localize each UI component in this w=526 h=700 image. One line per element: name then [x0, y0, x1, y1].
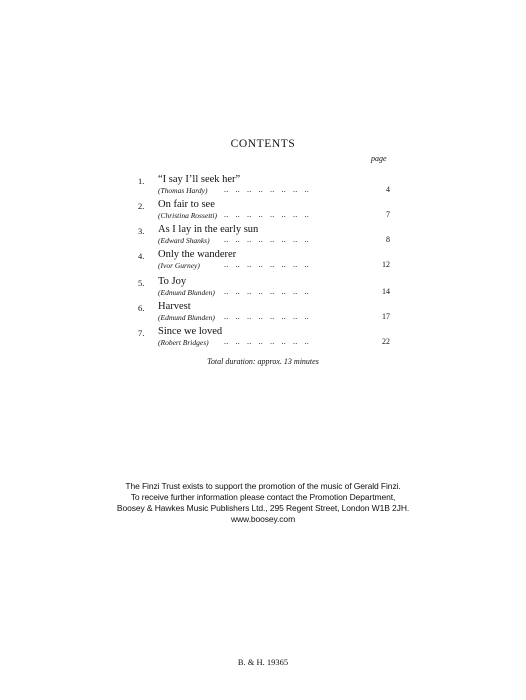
- entry-author: (Edward Shanks): [158, 236, 210, 245]
- contents-entry: [138, 301, 390, 325]
- entry-number: 1.: [138, 176, 145, 186]
- total-duration: Total duration: approx. 13 minutes: [207, 357, 319, 366]
- entry-number: 4.: [138, 251, 145, 261]
- entry-page: 17: [382, 312, 390, 321]
- notice-line: The Finzi Trust exists to support the promotion of the music of Gerald Finzi.: [125, 481, 401, 491]
- entry-title: Harvest: [158, 301, 191, 312]
- entry-title: Since we loved: [158, 326, 223, 337]
- entry-number: 7.: [138, 328, 145, 338]
- dot-leader: .. .. .. .. .. .. .. ..: [224, 312, 310, 321]
- entry-title: Only the wanderer: [158, 249, 237, 260]
- entry-author: (Christina Rossetti): [158, 211, 217, 220]
- dot-leader: .. .. .. .. .. .. .. ..: [224, 337, 310, 346]
- entry-number: 2.: [138, 201, 145, 211]
- dot-leader: .. .. .. .. .. .. .. ..: [224, 210, 310, 219]
- entry-number: 3.: [138, 226, 145, 236]
- notice-url: www.boosey.com: [230, 514, 296, 524]
- contents-entry: [138, 326, 390, 350]
- publisher-code: B. & H. 19365: [237, 657, 289, 667]
- notice-line: Boosey & Hawkes Music Publishers Ltd., 295 Regent Street, London W1B 2JH.: [116, 503, 410, 513]
- entry-author: (Robert Bridges): [158, 338, 209, 347]
- entry-page: 7: [386, 210, 390, 219]
- contents-entry: [138, 199, 390, 223]
- dot-leader: .. .. .. .. .. .. .. ..: [224, 287, 310, 296]
- entry-title: As I lay in the early sun: [158, 224, 259, 235]
- dot-leader: .. .. .. .. .. .. .. ..: [224, 260, 310, 269]
- entry-title: To Joy: [158, 276, 187, 287]
- entry-page: 4: [386, 185, 390, 194]
- entry-page: 12: [382, 260, 390, 269]
- entry-author: (Edmund Blunden): [158, 288, 215, 297]
- entry-number: 6.: [138, 303, 145, 313]
- finzi-trust-notice: [0, 481, 526, 525]
- entry-title: “I say I’ll seek her”: [158, 174, 241, 185]
- entry-page: 14: [382, 287, 390, 296]
- contents-title: CONTENTS: [230, 138, 296, 150]
- entry-author: (Thomas Hardy): [158, 186, 208, 195]
- entry-page: 8: [386, 235, 390, 244]
- entry-page: 22: [382, 337, 390, 346]
- contents-entry: [138, 224, 390, 248]
- contents-entry: [138, 276, 390, 300]
- contents-entry: [138, 174, 390, 198]
- entry-number: 5.: [138, 278, 145, 288]
- entry-title: On fair to see: [158, 199, 215, 210]
- notice-line: To receive further information please contact the Promotion Department,: [130, 492, 396, 502]
- page-column-label: page: [371, 154, 387, 163]
- dot-leader: .. .. .. .. .. .. .. ..: [224, 185, 310, 194]
- entry-author: (Edmund Blunden): [158, 313, 215, 322]
- dot-leader: .. .. .. .. .. .. .. ..: [224, 235, 310, 244]
- entry-author: (Ivor Gurney): [158, 261, 200, 270]
- contents-entry: [138, 249, 390, 273]
